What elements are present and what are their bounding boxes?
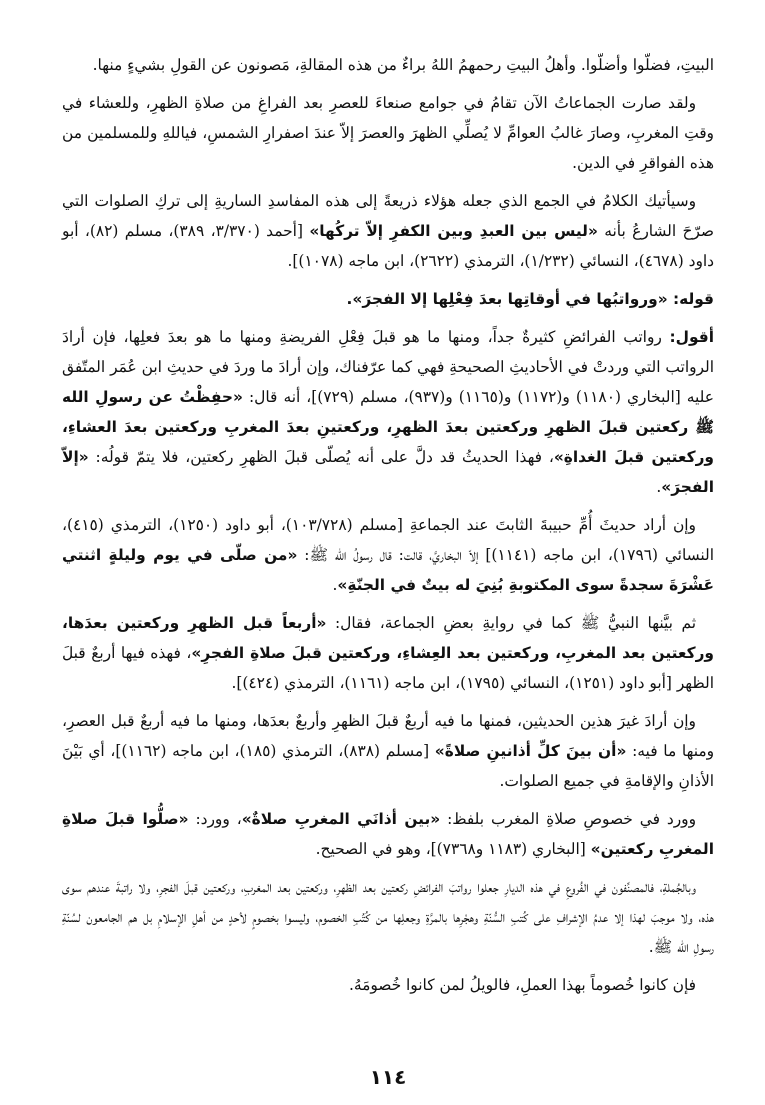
document-page [62, 50, 714, 1090]
citation: [البخاري (١١٨٣ و٧٣٦٨)]، وهو في الصحيح. [315, 840, 591, 858]
hadith-quote: «بين أذانَي المغربِ صلاةٌ» [241, 810, 441, 828]
text-run: . [332, 576, 338, 594]
body-text [62, 50, 714, 1000]
paragraph-9 [62, 804, 714, 864]
text-run: ، فهذا الحديثُ قد دلَّ على أنه يُصلّى قبلَ الظهرِ ركعتين، فلا يتمّ قولُه: [88, 448, 554, 466]
page-number: ١١٤ [369, 1065, 407, 1089]
paragraph-3 [62, 186, 714, 276]
paragraph-7 [62, 608, 714, 698]
matn-text: قوله: «ورواتبُها في أوقاتِها بعدَ فِعْلِها إلا الفجرَ». [346, 290, 714, 308]
text-run: [مسلم (٨٣٨)، الترمذي (١٨٥)، ابن ماجه (١١٦٢)]، أي بَيْنَ الأذانِ والإقامةِ في جميع الصلوات. [62, 742, 714, 790]
text-run: وإن أرادَ غيرَ هذين الحديثين، فمنها ما فيه أربعٌ قبلَ الظهرِ وأربعٌ بعدَها، ومنها ما فيه أربعٌ قبل العصرِ، ومنها ما فيه: [62, 712, 715, 760]
text-run: ثم بيَّنها النبيُّ ﷺ كما في روايةِ بعضِ الجماعة، فقال: [326, 614, 696, 632]
quote: «إلاّ الفجرَ» [62, 448, 714, 496]
text-run: وورد في خصوصِ صلاةِ المغرب بلفظ: [440, 810, 696, 828]
text-run: وسيأتيك الكلامُ في الجمع الذي جعله هؤلاء ذريعةً إلى هذه المفاسدِ الساريةِ إلى تركِ الصلوات التي صرّحَ الشارعُ بأنه [62, 192, 714, 240]
text-run: ، وورد: [188, 810, 242, 828]
paragraph-2 [62, 88, 714, 178]
hadith-quote: «صلُّوا قبلَ صلاةِ المغربِ ركعتين» [62, 810, 714, 858]
aqul-label: أقول: [669, 328, 714, 346]
paragraph-11 [62, 970, 714, 1000]
hadith-quote: «حفِظْتُ عن رسولِ الله ﷺ ركعتين قبلَ الظهرِ وركعتين بعدَ الظهرِ، وركعتينِ بعدَ المغربِ وركعتين بعدَ العشاءِ، وركعتين قبلَ الغداةِ» [62, 388, 714, 466]
text-run: فإن كانوا خُصوماً بهذا العملِ، فالويلُ لمن كانوا خُصومَهُ. [348, 976, 696, 994]
paragraph-8 [62, 706, 714, 796]
hadith-quote: «من صلّى في يوم وليلةٍ اثنتي عَشْرَةَ سجدةً سوى المكتوبةِ بُنِيَ له بيتٌ في الجنّةِ» [62, 546, 714, 594]
text-run: ولقد صارت الجماعاتُ الآن تقامُ في جوامع صنعاءَ للعصرِ بعد الفراغِ من صلاةِ الظهرِ، وللعشاء في وقتِ المغربِ، وصارَ غالبُ العوامِّ لا يُصلِّي الظهرَ والعصرَ إلاّ عندَ اصفرارِ الشمسِ، فياللهِ وللمسلمين من هذه الفواقرِ في الدين. [62, 94, 714, 172]
text-run: البيتِ، فضلّوا وأضلّوا. وأهلُ البيتِ رحمهمُ اللهُ براءٌ من هذه المقالةِ، مَصونون عن القولِ بشيءٍ منها. [92, 56, 714, 74]
hadith-quote: «أربعاً قبل الظهرِ وركعتين بعدَها، وركعتين بعد المغربِ، وركعتين بعد العِشاءِ، وركعتين قبلَ صلاةِ الفجرِ» [62, 614, 714, 662]
paragraph-5 [62, 322, 714, 502]
text-run: رواتب الفرائضِ كثيرةٌ جداً، ومنها ما هو قبلَ فِعْلِ الفريضةِ ومنها ما هو بعدَ فعلِها، فإن أرادَ الرواتب التي وردتْ في الأحاديثِ الصحيحةِ فهي كما عرّفناك، وإن أرادَ ما وردَ في حديثِ ابن عُمَر المتّفق عليه [البخاري (١١٨٠) و(١١٧٢) و(١١٦٥) و(٩٣٧)، مسلم (٧٢٩)]، أنه قال: [62, 328, 714, 406]
paragraph-1 [62, 50, 714, 80]
paragraph-6 [62, 510, 714, 600]
hadith-quote: «ليس بين العبدِ وبين الكفرِ إلاّ تركُها» [309, 222, 598, 240]
text-run: ، فهذه فيها أربعٌ قبلَ الظهر [أبو داود (١٢٥١)، النسائي (١٧٩٥)، ابن ماجه (١١٦١)، الترمذي (٤٢٤)]. [62, 644, 714, 692]
paragraph-10 [62, 872, 714, 962]
text-run: وإن أراد حديثَ أُمِّ حبيبةَ الثابتَ عند الجماعةِ [مسلم (١٠٣/٧٢٨)، أبو داود (١٢٥٠)، الترمذي (٤١٥)، النسائي (١٧٩٦)، ابن ماجه (١١٤١)] إلاّ البخاريَّ، قالت: قال رسولُ الله ﷺ: [62, 516, 714, 564]
citation: [أحمد (٣/٣٧٠، ٣٨٩)، مسلم (٨٢)، أبو داود (٤٦٧٨)، النسائي (١/٢٣٢)، الترمذي (٢٦٢٢)، ابن ماجه (١٠٧٨)]. [62, 222, 714, 270]
hadith-quote: «أن بينَ كلِّ أذانينِ صلاةً» [434, 742, 627, 760]
text-run: وبالجُملةِ، فالمصنِّفون في الفُروعِ في هذه الديارِ جعلوا رواتبَ الفرائضِ ركعتين بعد الظهرِ، وركعتين بعد المغربِ، وركعتين قبلَ الفجرِ، ولا راتبةَ عندهم سوى هذه، ولا موجبَ لهذا إلا عدمُ الإشرافِ على كُتبِ السُّنّةِ وهجْرِها بالمرَّةِ وجعلِها من كُتُبِ الخصوم، وليسوا بخصومٍ لأحدٍ من أهلِ الإسلامِ بل هم الجامعون لسُنّةِ رسولِ الله ﷺ. [62, 878, 714, 956]
matn-heading [62, 284, 714, 314]
text-run: . [656, 478, 662, 496]
